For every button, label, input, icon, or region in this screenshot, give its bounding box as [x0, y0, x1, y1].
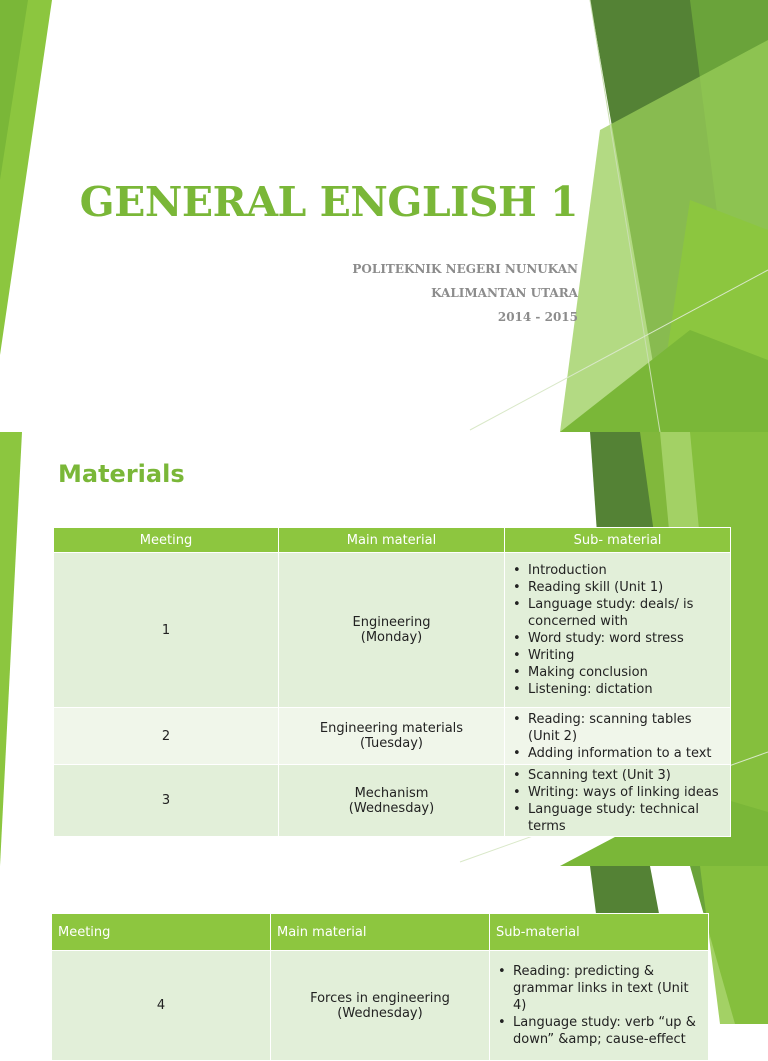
subtitle-line-region: KALIMANTAN UTARA	[431, 286, 578, 300]
list-item: • Adding information to a text	[528, 745, 724, 762]
slide-title: Materials	[58, 460, 185, 488]
subtitle-line-year: 2014 - 2015	[497, 310, 578, 324]
table-row	[52, 951, 709, 1061]
sub-material	[505, 765, 731, 837]
main-material-day: (Monday)	[360, 630, 423, 645]
meeting-number: 3	[54, 765, 279, 837]
main-material-line: Forces in engineering	[310, 990, 450, 1006]
header-main-material: Main material	[271, 914, 490, 951]
main-material-line: Engineering materials	[319, 721, 464, 736]
materials-table	[53, 527, 731, 837]
list-item: • Language study: technical terms	[528, 801, 724, 835]
list-item: • Writing	[528, 647, 724, 664]
table-row	[54, 765, 731, 837]
table-row	[54, 708, 731, 765]
main-material-day: (Tuesday)	[359, 736, 424, 751]
title-slide	[0, 0, 768, 432]
main-material-day: (Wednesday)	[348, 800, 435, 816]
table-header-row	[54, 528, 731, 553]
main-material	[271, 951, 490, 1061]
main-material-day: (Wednesday)	[337, 1005, 423, 1021]
list-item: • Introduction	[528, 562, 724, 579]
list-item: • Reading: predicting & grammar links in text (Unit 4)	[513, 963, 702, 1014]
list-item: • Writing: ways of linking ideas	[528, 784, 724, 801]
main-material	[279, 708, 505, 765]
header-sub-material: Sub-material	[490, 914, 709, 951]
header-main-material: Main material	[279, 528, 505, 553]
header-sub-material: Sub- material	[505, 528, 731, 553]
meeting-number: 2	[54, 708, 279, 765]
materials-slide	[0, 432, 768, 866]
meeting-number: 1	[54, 553, 279, 708]
list-item: • Language study: verb “up & down” &amp; cause-effect	[513, 1014, 702, 1048]
slide-title: GENERAL ENGLISH 1	[79, 178, 578, 226]
table-row	[54, 553, 731, 708]
materials-table-continued	[51, 913, 709, 1061]
list-item: • Scanning text (Unit 3)	[528, 767, 724, 784]
sub-material	[505, 553, 731, 708]
main-material-line: Engineering	[352, 615, 431, 630]
list-item: • Listening: dictation	[528, 681, 724, 698]
list-item: • Reading skill (Unit 1)	[528, 579, 724, 596]
main-material	[279, 765, 505, 837]
list-item: • Making conclusion	[528, 664, 724, 681]
meeting-number: 4	[52, 951, 271, 1061]
list-item: • Language study: deals/ is concerned with	[528, 596, 724, 630]
main-material-line: Mechanism	[354, 785, 429, 801]
main-material	[279, 553, 505, 708]
header-meeting: Meeting	[52, 914, 271, 951]
list-item: • Word study: word stress	[528, 630, 724, 647]
header-meeting: Meeting	[54, 528, 279, 553]
table-header-row	[52, 914, 709, 951]
sub-material	[490, 951, 709, 1061]
list-item: • Reading: scanning tables (Unit 2)	[528, 711, 724, 745]
sub-material	[505, 708, 731, 765]
subtitle-line-institution: POLITEKNIK NEGERI NUNUKAN	[352, 262, 578, 276]
materials-slide-continued	[0, 866, 768, 1047]
